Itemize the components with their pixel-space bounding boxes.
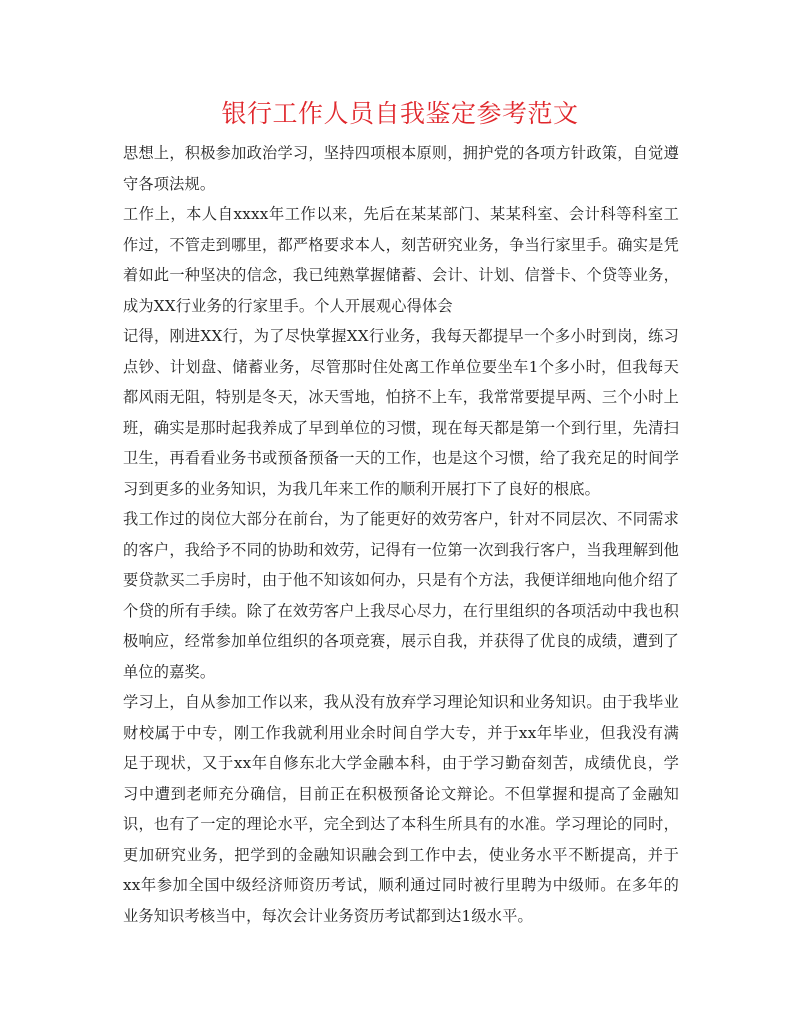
paragraph-service: 我工作过的岗位大部分在前台，为了能更好的效劳客户，针对不同层次、不同需求的客户，我给予不同的协助和效劳，记得有一位第一次到我行客户，当我理解到他要贷款买二手房时，由于他不知该如何办，只是有个方法，我便详细地向他介绍了个贷的所有手续。除了在效劳客户上我尽心尽力，在行里组织的各项活动中我也积极响应，经常参加单位组织的各项竞赛，展示自我，并获得了优良的成绩，遭到了单位的嘉奖。 [123,510,679,681]
paragraph-study: 学习上，自从参加工作以来，我从没有放弃学习理论知识和业务知识。由于我毕业财校属于中专，刚工作我就利用业余时间自学大专，并于xx年毕业，但我没有满足于现状，又于xx年自修东北大学金融本科，由于学习勤奋刻苦，成绩优良，学习中遭到老师充分确信，目前正在积极预备论文辩论。不但掌握和提高了金融知识，也有了一定的理论水平，完全到达了本科生所具有的水准。学习理论的同时，更加研究业务，把学到的金融知识融会到工作中去，使业务水平不断提高，并于xx年参加全国中级经济师资历考试，顺利通过同时被行里聘为中级师。在多年的业务知识考核当中，每次会计业务资历考试都到达1级水平。 [123,693,679,925]
document-title: 银行工作人员自我鉴定参考范文 [221,99,579,128]
paragraph-ideology: 思想上，积极参加政治学习，坚持四项根本原则，拥护党的各项方针政策，自觉遵守各项法规。 [123,144,679,193]
paragraph-work: 工作上，本人自xxxx年工作以来，先后在某某部门、某某科室、会计科等科室工作过，不管走到哪里，都严格要求本人，刻苦研究业务，争当行家里手。确实是凭着如此一种坚决的信念，我已纯熟掌握储蓄、会计、计划、信誉卡、个贷等业务，成为XX行业务的行家里手。个人开展观心得体会 [123,205,679,315]
paragraph-memory: 记得，刚进XX行，为了尽快掌握XX行业务，我每天都提早一个多小时到岗，练习点钞、计划盘、储蓄业务，尽管那时住处离工作单位要坐车1个多小时，但我每天都风雨无阻，特别是冬天，冰天雪地，怕挤不上车，我常常要提早两、三个小时上班，确实是那时起我养成了早到单位的习惯，现在每天都是第一个到行里，先清扫卫生，再看看业务书或预备预备一天的工作，也是这个习惯，给了我充足的时间学习到更多的业务知识，为我几年来工作的顺利开展打下了良好的根底。 [123,327,679,498]
document-body [123,138,679,931]
